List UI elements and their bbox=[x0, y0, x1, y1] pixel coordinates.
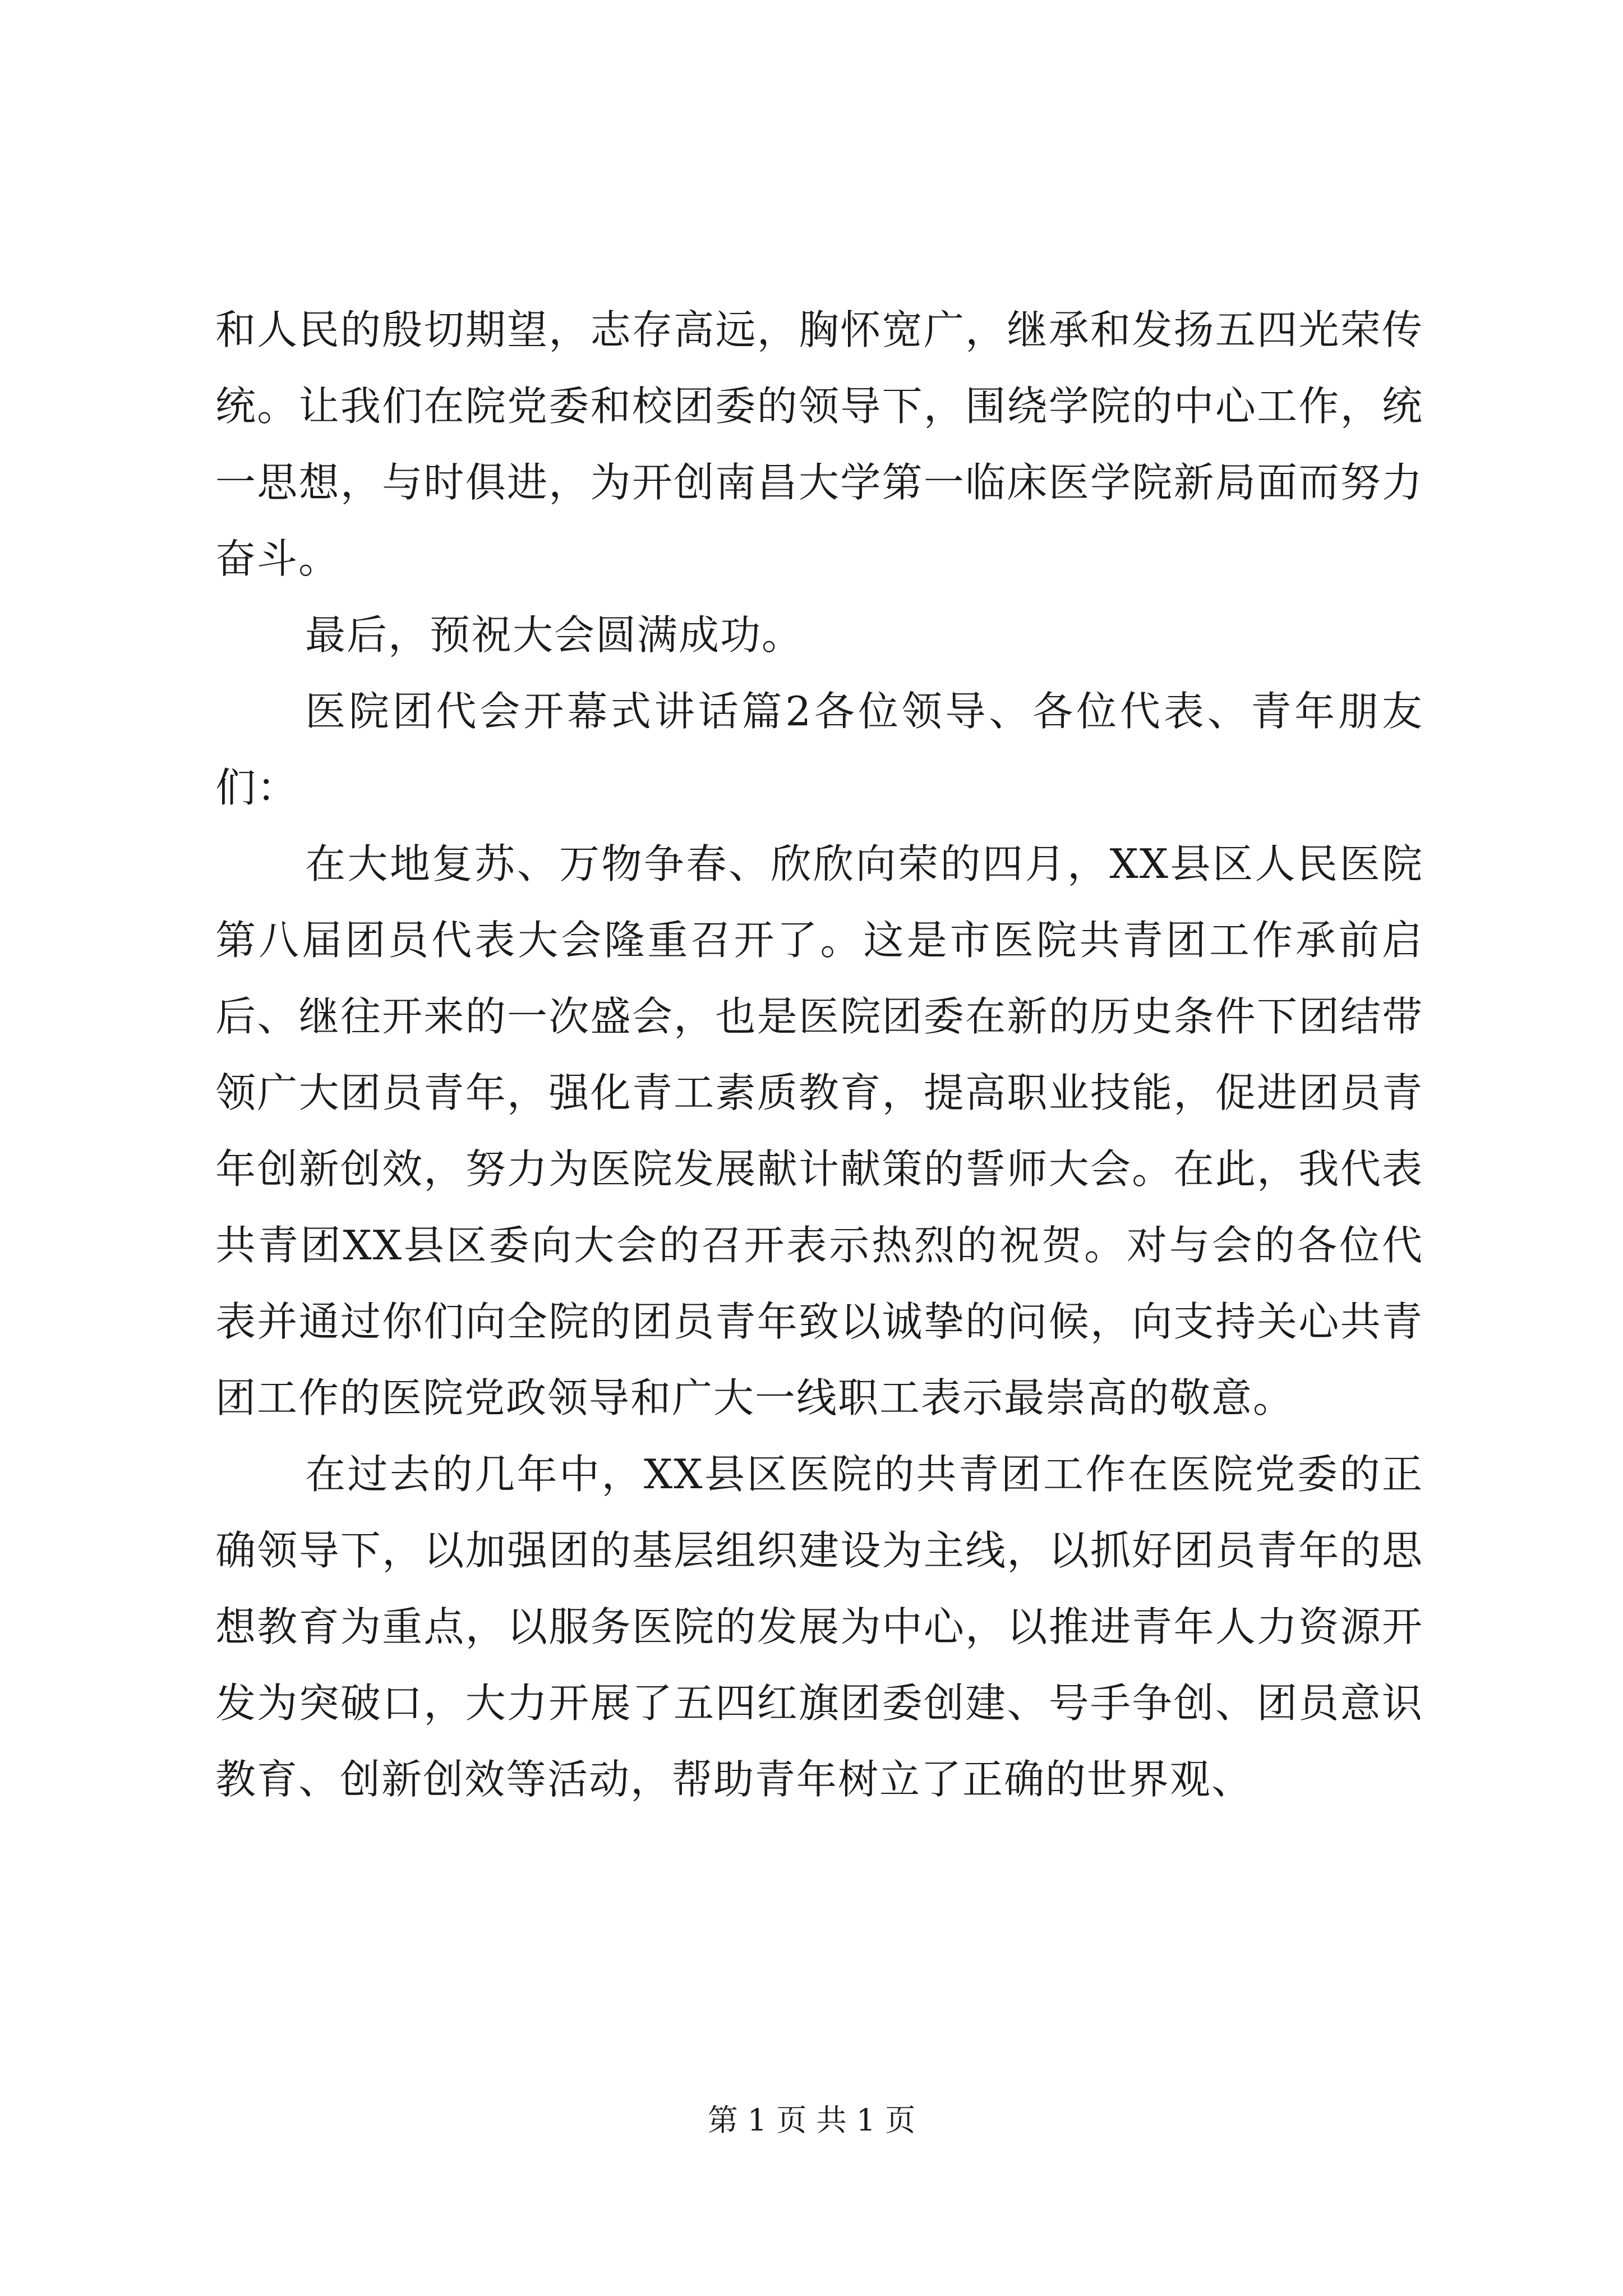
paragraph-5: 在过去的几年中，XX县区医院的共青团工作在医院党委的正确领导下，以加强团的基层组织建设为主线，以抓好团员青年的思想教育为重点，以服务医院的发展为中心，以推进青年人力资源开发为突破口，大力开展了五四红旗团委创建、号手争创、团员意识教育、创新创效等活动，帮助青年树立了正确的世界观、 bbox=[215, 1451, 1423, 1803]
document-body bbox=[215, 292, 1423, 1818]
paragraph-4: 在大地复苏、万物争春、欣欣向荣的四月，XX县区人民医院第八届团员代表大会隆重召开了。这是市医院共青团工作承前启后、继往开来的一次盛会，也是医院团委在新的历史条件下团结带领广大团员青年，强化青工素质教育，提高职业技能，促进团员青年创新创效，努力为医院发展献计献策的誓师大会。在此，我代表共青团XX县区委向大会的召开表示热烈的祝贺。对与会的各位代表并通过你们向全院的团员青年致以诚挚的问候，向支持关心共青团工作的医院党政领导和广大一线职工表示最崇高的敬意。 bbox=[215, 840, 1423, 1421]
page-number-footer: 第 1 页 共 1 页 bbox=[707, 2102, 916, 2138]
paragraph-2: 最后，预祝大会圆满成功。 bbox=[305, 611, 804, 659]
paragraph-3: 医院团代会开幕式讲话篇2各位领导、各位代表、青年朋友们： bbox=[215, 688, 1423, 811]
paragraph-1: 和人民的殷切期望，志存高远，胸怀宽广，继承和发扬五四光荣传统。让我们在院党委和校团委的领导下，围绕学院的中心工作，统一思想，与时俱进，为开创南昌大学第一临床医学院新局面而努力奋斗。 bbox=[215, 306, 1423, 582]
